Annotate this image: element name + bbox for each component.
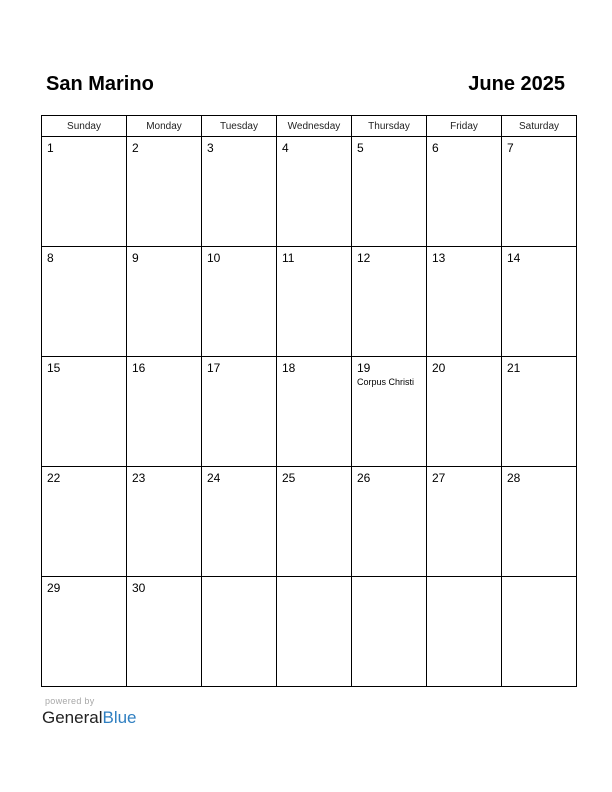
holiday-label [202, 155, 276, 156]
day-cell [502, 467, 577, 577]
weekday-header: Monday [127, 116, 202, 137]
day-number: 2 [132, 141, 139, 155]
holiday-label [352, 485, 426, 486]
week-row [42, 247, 577, 357]
day-cell [352, 137, 427, 247]
holiday-label [127, 155, 201, 156]
footer [42, 696, 137, 728]
holiday-label [127, 595, 201, 596]
day-cell [127, 467, 202, 577]
day-number: 28 [507, 471, 521, 485]
holiday-label [427, 485, 501, 486]
holiday-label [427, 581, 501, 582]
week-row [42, 467, 577, 577]
holiday-label [127, 375, 201, 376]
day-cell [42, 577, 127, 687]
holiday-label [277, 485, 351, 486]
day-number: 25 [282, 471, 296, 485]
holiday-label [502, 375, 576, 376]
day-cell [202, 467, 277, 577]
holiday-label [127, 265, 201, 266]
day-cell [42, 357, 127, 467]
day-number: 7 [507, 141, 514, 155]
day-cell [427, 247, 502, 357]
holiday-label [202, 485, 276, 486]
brand-blue-text: Blue [102, 708, 137, 727]
day-number: 24 [207, 471, 221, 485]
month-title: June 2025 [468, 73, 565, 95]
holiday-label [42, 155, 126, 156]
holiday-label [502, 155, 576, 156]
page-header [46, 71, 565, 97]
holiday-label [427, 155, 501, 156]
day-number: 13 [432, 251, 446, 265]
day-number: 15 [47, 361, 61, 375]
holiday-label [427, 265, 501, 266]
holiday-label [352, 581, 426, 582]
day-number: 4 [282, 141, 289, 155]
holiday-label [502, 485, 576, 486]
holiday-label [42, 595, 126, 596]
day-cell [42, 467, 127, 577]
day-cell [202, 577, 277, 687]
day-cell [502, 357, 577, 467]
brand-general-text: General [42, 708, 103, 727]
day-cell [42, 247, 127, 357]
holiday-label [352, 265, 426, 266]
holiday-label [202, 375, 276, 376]
day-cell [127, 577, 202, 687]
day-cell [352, 467, 427, 577]
day-number: 16 [132, 361, 146, 375]
holiday-label [42, 265, 126, 266]
day-number: 5 [357, 141, 364, 155]
holiday-label: Corpus Christi [357, 377, 415, 387]
weekday-header-row [42, 116, 577, 137]
weekday-header: Tuesday [202, 116, 277, 137]
day-number: 9 [132, 251, 139, 265]
day-number: 14 [507, 251, 521, 265]
weekday-header: Sunday [42, 116, 127, 137]
brand-logo[interactable] [42, 708, 137, 728]
day-number: 10 [207, 251, 221, 265]
day-number: 1 [47, 141, 54, 155]
day-number: 29 [47, 581, 61, 595]
day-number: 6 [432, 141, 439, 155]
day-number: 3 [207, 141, 214, 155]
day-number: 23 [132, 471, 146, 485]
day-cell [502, 577, 577, 687]
day-number: 8 [47, 251, 54, 265]
weekday-header: Saturday [502, 116, 577, 137]
day-number: 18 [282, 361, 296, 375]
week-row [42, 577, 577, 687]
day-cell [502, 137, 577, 247]
weekday-header: Friday [427, 116, 502, 137]
day-number: 11 [282, 251, 295, 265]
day-cell [277, 247, 352, 357]
powered-by-label: powered by [45, 696, 95, 706]
day-number: 12 [357, 251, 371, 265]
holiday-label [42, 375, 126, 376]
week-row [42, 357, 577, 467]
day-cell [502, 247, 577, 357]
country-title: San Marino [46, 73, 154, 95]
day-cell [427, 467, 502, 577]
day-cell [352, 247, 427, 357]
day-cell [42, 137, 127, 247]
day-cell [202, 247, 277, 357]
day-cell [277, 357, 352, 467]
calendar-grid [41, 115, 577, 687]
holiday-label [277, 265, 351, 266]
day-number: 21 [507, 361, 521, 375]
holiday-label [277, 581, 351, 582]
weekday-header: Thursday [352, 116, 427, 137]
holiday-label [42, 485, 126, 486]
day-cell [277, 577, 352, 687]
day-cell [277, 137, 352, 247]
day-number: 19 [357, 361, 371, 375]
day-cell [352, 577, 427, 687]
day-cell [202, 357, 277, 467]
day-number: 20 [432, 361, 446, 375]
day-number: 26 [357, 471, 371, 485]
day-cell [427, 137, 502, 247]
day-cell [352, 357, 427, 467]
weekday-header: Wednesday [277, 116, 352, 137]
day-cell [127, 357, 202, 467]
day-number: 17 [207, 361, 221, 375]
day-cell [127, 137, 202, 247]
holiday-label [202, 581, 276, 582]
day-number: 30 [132, 581, 146, 595]
day-cell [427, 357, 502, 467]
holiday-label [502, 581, 576, 582]
holiday-label [127, 485, 201, 486]
week-row [42, 137, 577, 247]
day-cell [277, 467, 352, 577]
day-cell [427, 577, 502, 687]
holiday-label [427, 375, 501, 376]
day-number: 27 [432, 471, 446, 485]
day-number: 22 [47, 471, 61, 485]
day-cell [127, 247, 202, 357]
holiday-label [277, 375, 351, 376]
day-cell [202, 137, 277, 247]
holiday-label [277, 155, 351, 156]
holiday-label [502, 265, 576, 266]
holiday-label [352, 155, 426, 156]
holiday-label [202, 265, 276, 266]
